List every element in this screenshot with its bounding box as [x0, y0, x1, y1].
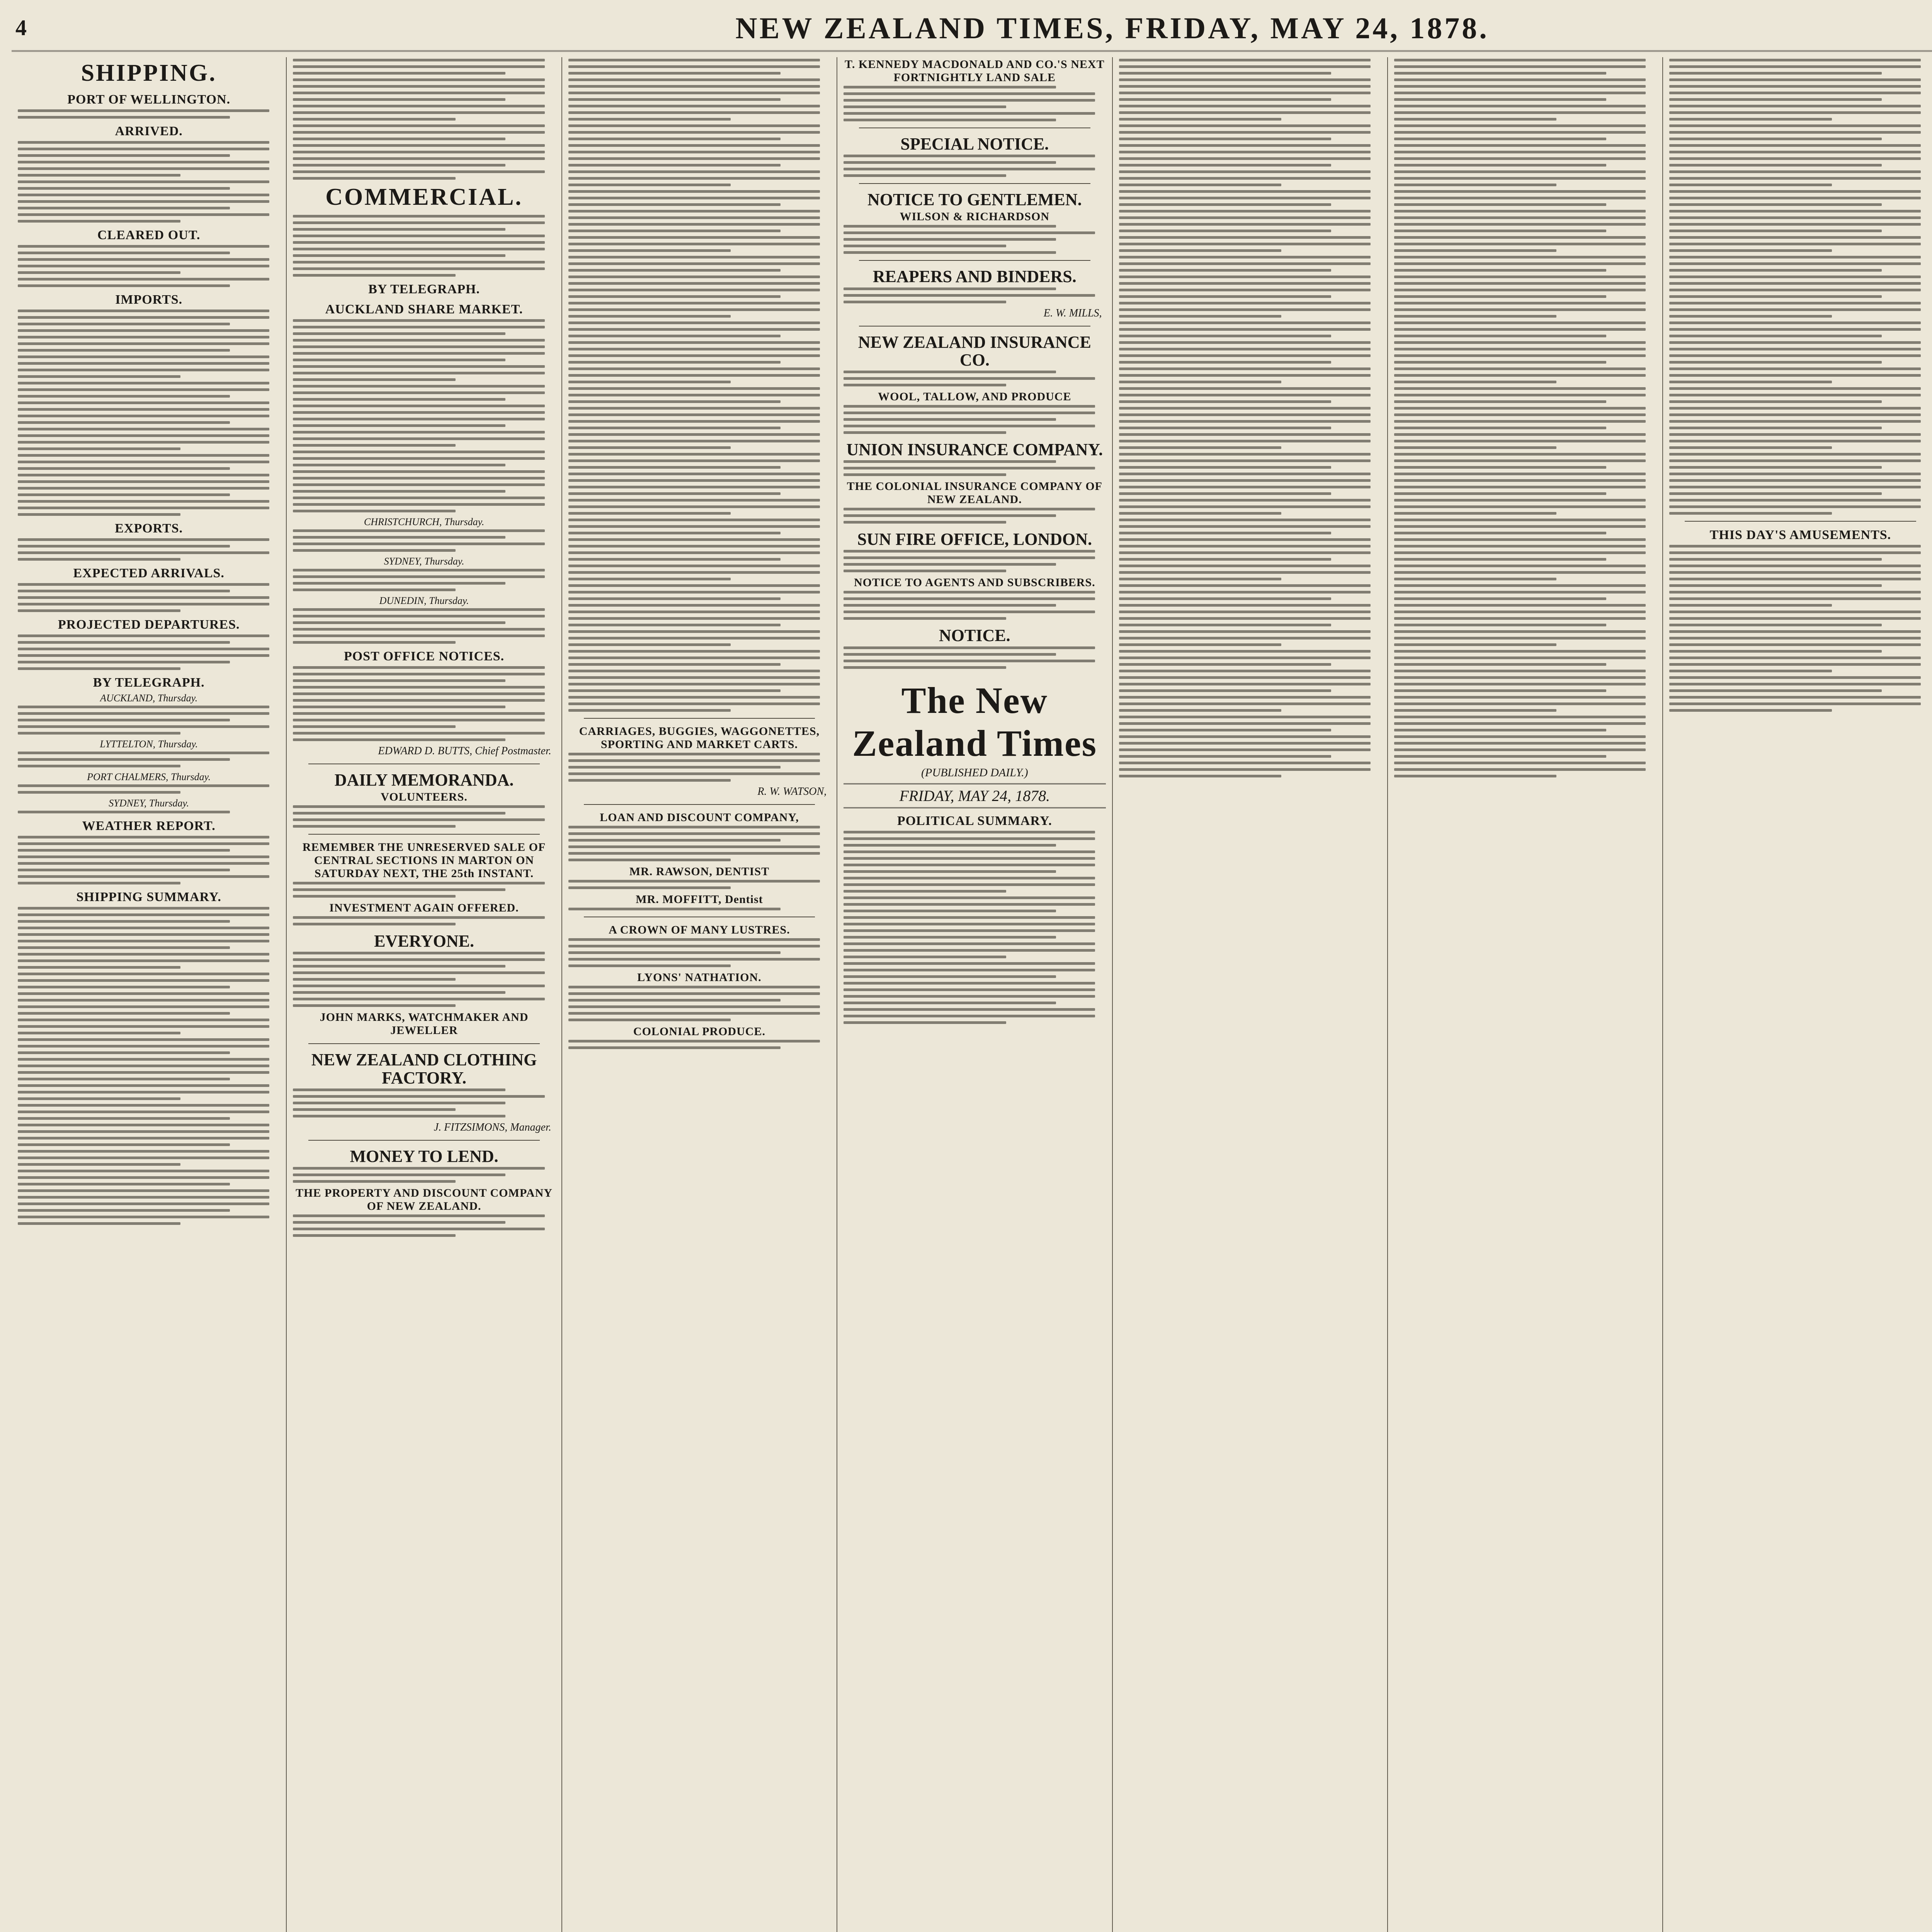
- wilson-richardson-name: WILSON & RICHARDSON: [900, 210, 1049, 223]
- wool-tallow-ad: WOOL, TALLOW, AND PRODUCE: [878, 390, 1071, 403]
- sydney-market-text: [293, 569, 555, 591]
- amusements-heading: THIS DAY'S AMUSEMENTS.: [1709, 528, 1891, 542]
- projected-heading: PROJECTED DEPARTURES.: [58, 617, 240, 632]
- gentlemen-notice-heading: NOTICE TO GENTLEMEN.: [867, 190, 1082, 209]
- post-office-heading: POST OFFICE NOTICES.: [344, 649, 505, 663]
- agents-notice-text: [844, 591, 1105, 620]
- masthead: [12, 8, 1932, 52]
- weather-text: [18, 836, 280, 884]
- port-heading: PORT OF WELLINGTON.: [67, 92, 231, 107]
- divider: [859, 326, 1090, 327]
- watson-signature: R. W. WATSON,: [757, 786, 827, 798]
- page-title: NEW ZEALAND TIMES, FRIDAY, MAY 24, 1878.: [735, 11, 1489, 45]
- lyons-ad: LYONS' NATHATION.: [637, 971, 762, 984]
- column-commercial: [287, 57, 562, 1932]
- divider: [308, 1140, 539, 1141]
- exports-heading: EXPORTS.: [115, 521, 183, 536]
- newspaper-page: [12, 8, 1932, 1932]
- clothing-factory-heading: NEW ZEALAND CLOTHING FACTORY.: [311, 1050, 537, 1087]
- column-adverts: [562, 57, 837, 1932]
- dunedin-market-text: [293, 608, 555, 644]
- imports-text: [18, 310, 280, 516]
- commercial-telegraph-heading: BY TELEGRAPH.: [368, 282, 480, 296]
- commercial-heading: COMMERCIAL.: [325, 184, 523, 210]
- sun-fire-heading: SUN FIRE OFFICE, LONDON.: [857, 530, 1092, 549]
- land-sale-ad: T. KENNEDY MACDONALD AND CO.'S NEXT FORTNIGHTLY LAND SALE: [845, 58, 1105, 84]
- amusements-text: [1669, 545, 1931, 712]
- memoranda-heading: DAILY MEMORANDA.: [334, 770, 514, 789]
- investment-text: [293, 916, 555, 925]
- divider: [584, 718, 815, 719]
- page-number: 4: [15, 15, 27, 40]
- newspaper-nameplate: The New Zealand Times: [852, 679, 1097, 764]
- projected-text: [18, 634, 280, 670]
- post-office-text: [293, 666, 555, 741]
- carriages-text: [568, 753, 830, 782]
- published-daily: (PUBLISHED DAILY.): [921, 766, 1028, 779]
- colonial-produce-text: [568, 1040, 830, 1049]
- christchurch-market-text: [293, 529, 555, 552]
- cleared-heading: CLEARED OUT.: [97, 228, 201, 242]
- political-summary-text: [844, 831, 1105, 1024]
- exports-text: [18, 538, 280, 561]
- special-notice-text: [844, 155, 1105, 177]
- divider: [859, 183, 1090, 184]
- political-summary-heading: POLITICAL SUMMARY.: [897, 813, 1052, 828]
- dentist-text: [568, 880, 830, 889]
- property-company-ad: THE PROPERTY AND DISCOUNT COMPANY OF NEW ZEALAND.: [296, 1186, 553, 1213]
- money-to-lend-heading: MONEY TO LEND.: [350, 1146, 498, 1166]
- christchurch-market-dateline: CHRISTCHURCH, Thursday.: [364, 516, 485, 527]
- investment-heading: INVESTMENT AGAIN OFFERED.: [329, 901, 519, 915]
- telegraph-heading: BY TELEGRAPH.: [93, 675, 205, 690]
- lyttelton-dateline: LYTTELTON, Thursday.: [100, 738, 198, 750]
- divider: [1685, 521, 1916, 522]
- sun-fire-text: [844, 550, 1105, 572]
- tide-text: [18, 109, 280, 119]
- divider: [859, 260, 1090, 261]
- auckland-shipping-text: [18, 706, 280, 735]
- column-local-news-2: [1663, 57, 1932, 1932]
- money-to-lend-text: [293, 1167, 555, 1183]
- col3-lead-text: [568, 59, 830, 449]
- sydney-market-dateline: SYDNEY, Thursday.: [384, 556, 464, 567]
- union-insurance-heading: UNION INSURANCE COMPANY.: [846, 440, 1103, 459]
- moffitt-ad: MR. MOFFITT, Dentist: [636, 893, 763, 906]
- share-market-heading: AUCKLAND SHARE MARKET.: [325, 302, 523, 316]
- column-shipping: [12, 57, 287, 1932]
- special-notice-heading: SPECIAL NOTICE.: [900, 134, 1049, 153]
- nz-insurance-text: [844, 371, 1105, 386]
- col3-market-text: [568, 453, 830, 712]
- property-company-text: [293, 1214, 555, 1237]
- carriages-ad: CARRIAGES, BUGGIES, WAGGONETTES, SPORTING AND MARKET CARTS.: [579, 725, 820, 751]
- everyone-text: [293, 952, 555, 1007]
- auckland-dateline: AUCKLAND, Thursday.: [100, 692, 198, 704]
- lyons-text: [568, 986, 830, 1021]
- loan-company-text: [568, 826, 830, 861]
- shipping-heading: SHIPPING.: [81, 60, 217, 86]
- divider: [308, 1043, 539, 1044]
- gentlemen-notice-text: [844, 225, 1105, 254]
- shipping-summary-text: [18, 907, 280, 1225]
- moffitt-text: [568, 908, 830, 910]
- marton-sale-ad: REMEMBER THE UNRESERVED SALE OF CENTRAL SECTIONS IN MARTON ON SATURDAY NEXT, THE 25th INSTANT.: [302, 841, 546, 880]
- local-news-text: [1394, 59, 1656, 777]
- share-market-table: [293, 319, 555, 512]
- editorial-text: [1119, 59, 1381, 777]
- notice-text: [844, 646, 1105, 669]
- column-local-news: [1388, 57, 1663, 1932]
- lyttelton-text: [18, 752, 280, 767]
- divider: [584, 804, 815, 805]
- notice-heading: NOTICE.: [939, 626, 1010, 645]
- dentist-ad: MR. RAWSON, DENTIST: [629, 865, 770, 878]
- columns: [12, 57, 1932, 1932]
- col2-lead-text: [293, 59, 555, 180]
- agents-notice-ad: NOTICE TO AGENTS AND SUBSCRIBERS.: [854, 576, 1095, 589]
- sydney-shipping-text: [18, 811, 280, 813]
- clothing-manager: J. FITZSIMONS, Manager.: [434, 1121, 551, 1133]
- arrived-text: [18, 141, 280, 223]
- shipping-summary-heading: SHIPPING SUMMARY.: [76, 890, 221, 904]
- imports-heading: IMPORTS.: [115, 293, 183, 307]
- land-sale-text: [844, 86, 1105, 121]
- local-news-2-text: [1669, 59, 1931, 515]
- union-insurance-text: [844, 460, 1105, 476]
- weather-heading: WEATHER REPORT.: [82, 819, 216, 833]
- colonial-insurance-text: [844, 508, 1105, 524]
- issue-date: FRIDAY, MAY 24, 1878.: [844, 783, 1105, 808]
- volunteers-heading: VOLUNTEERS.: [381, 791, 468, 804]
- expected-heading: EXPECTED ARRIVALS.: [73, 566, 224, 580]
- cleared-text: [18, 245, 280, 287]
- loan-company-ad: LOAN AND DISCOUNT COMPANY,: [600, 811, 799, 824]
- colonial-produce-ad: COLONIAL PRODUCE.: [633, 1025, 765, 1038]
- everyone-heading: EVERYONE.: [374, 932, 474, 951]
- sydney-shipping-dateline: SYDNEY, Thursday.: [109, 798, 189, 809]
- marks-jeweller-ad: JOHN MARKS, WATCHMAKER AND JEWELLER: [320, 1011, 529, 1037]
- crown-lustres-ad: A CROWN OF MANY LUSTRES.: [609, 923, 790, 936]
- memoranda-text: [293, 805, 555, 828]
- crown-lustres-text: [568, 938, 830, 967]
- port-chalmers-text: [18, 784, 280, 794]
- expected-text: [18, 583, 280, 612]
- wool-tallow-text: [844, 405, 1105, 434]
- postmaster-signature: EDWARD D. BUTTS, Chief Postmaster.: [378, 745, 551, 757]
- reapers-text: [844, 287, 1105, 303]
- dunedin-market-dateline: DUNEDIN, Thursday.: [379, 595, 469, 606]
- arrived-heading: ARRIVED.: [115, 124, 183, 138]
- divider: [308, 834, 539, 835]
- ewmills-signature: E. W. MILLS,: [1043, 307, 1102, 319]
- column-editorial: [1113, 57, 1388, 1932]
- colonial-insurance-ad: THE COLONIAL INSURANCE COMPANY OF NEW ZEALAND.: [847, 480, 1102, 506]
- nz-insurance-heading: NEW ZEALAND INSURANCE CO.: [858, 332, 1091, 369]
- port-chalmers-dateline: PORT CHALMERS, Thursday.: [87, 771, 211, 782]
- column-notices: [837, 57, 1112, 1932]
- reapers-heading: REAPERS AND BINDERS.: [872, 267, 1077, 286]
- marton-sale-text: [293, 882, 555, 898]
- clothing-factory-text: [293, 1088, 555, 1117]
- commercial-table: [293, 215, 555, 277]
